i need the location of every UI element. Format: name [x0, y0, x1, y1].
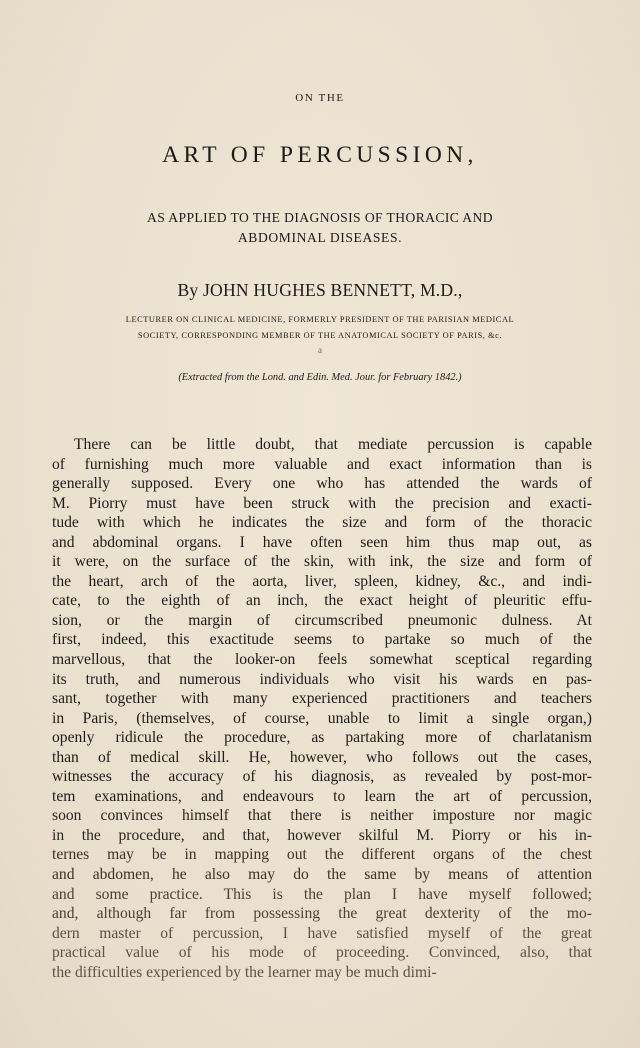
body-paragraph	[52, 435, 592, 982]
body-line: soon convinces himself that there is neither imposture nor magic	[52, 807, 592, 825]
body-line: practical value of his mode of proceeding. Convinced, also, that	[52, 944, 592, 962]
author-line: By JOHN HUGHES BENNETT, M.D.,	[177, 280, 463, 300]
body-line: witnesses the accuracy of his diagnosis, as revealed by post-mor-	[52, 768, 592, 786]
body-line: the heart, arch of the aorta, liver, spleen, kidney, &c., and indi-	[52, 572, 592, 590]
body-line: tem examinations, and endeavours to learn the art of percussion,	[52, 787, 592, 805]
source-note: (Extracted from the Lond. and Edin. Med. Jour. for February 1842.)	[178, 372, 462, 383]
pre-title: ON THE	[295, 92, 345, 104]
body-line: marvellous, that the looker-on feels somewhat sceptical regarding	[52, 651, 592, 669]
body-line: and abdominal organs. I have often seen him thus map out, as	[52, 533, 592, 551]
body-line: cate, to the eighth of an inch, the exact height of pleuritic effu-	[52, 592, 592, 610]
body-line: of furnishing much more valuable and exact information than is	[52, 455, 592, 473]
body-line: the difficulties experienced by the learner may be much dimi-	[52, 963, 437, 981]
body-line: and some practice. This is the plan I have myself followed;	[52, 885, 592, 903]
body-line: sion, or the margin of circumscribed pneumonic dulness. At	[52, 611, 592, 629]
body-line: in Paris, (themselves, of course, unable to limit a single organ,)	[52, 709, 592, 727]
body-line: first, indeed, this exactitude seems to partake so much of the	[52, 631, 592, 649]
body-line: M. Piorry must have been struck with the precision and exacti-	[52, 494, 592, 512]
body-line: dern master of percussion, I have satisfied myself of the great	[52, 924, 592, 942]
body-line: in the procedure, and that, however skilful M. Piorry or his in-	[52, 826, 592, 844]
body-line: it were, on the surface of the skin, with ink, the size and form of	[52, 553, 592, 571]
body-line: openly ridicule the procedure, as partaking more of charlatanism	[52, 729, 592, 747]
body-line: ternes may be in mapping out the different organs of the chest	[52, 846, 592, 864]
body-line: There can be little doubt, that mediate percussion is capable	[74, 436, 592, 453]
body-line: generally supposed. Every one who has attended the wards of	[52, 475, 592, 493]
body-line: tude with which he indicates the size and form of the thoracic	[52, 514, 592, 532]
page-title: ART OF PERCUSSION,	[162, 142, 478, 168]
body-line: than of medical skill. He, however, who follows out the cases,	[52, 748, 592, 766]
body-line: its truth, and numerous individuals who visit his wards en pas-	[52, 670, 592, 688]
subtitle-line-2: ABDOMINAL DISEASES.	[237, 230, 403, 245]
body-line: sant, together with many experienced practitioners and teachers	[52, 690, 592, 708]
subtitle-line-1: AS APPLIED TO THE DIAGNOSIS OF THORACIC AND	[147, 210, 493, 225]
body-line: and abdomen, he also may do the same by means of attention	[52, 866, 592, 884]
body-line: and, although far from possessing the great dexterity of the mo-	[52, 905, 592, 923]
author-credentials-line-1: LECTURER ON CLINICAL MEDICINE, FORMERLY PRESIDENT OF THE PARISIAN MEDICAL	[125, 315, 515, 324]
stray-mark: a	[318, 345, 322, 355]
author-credentials-line-2: SOCIETY, CORRESPONDING MEMBER OF THE ANATOMICAL SOCIETY OF PARIS, &c.	[137, 331, 503, 340]
